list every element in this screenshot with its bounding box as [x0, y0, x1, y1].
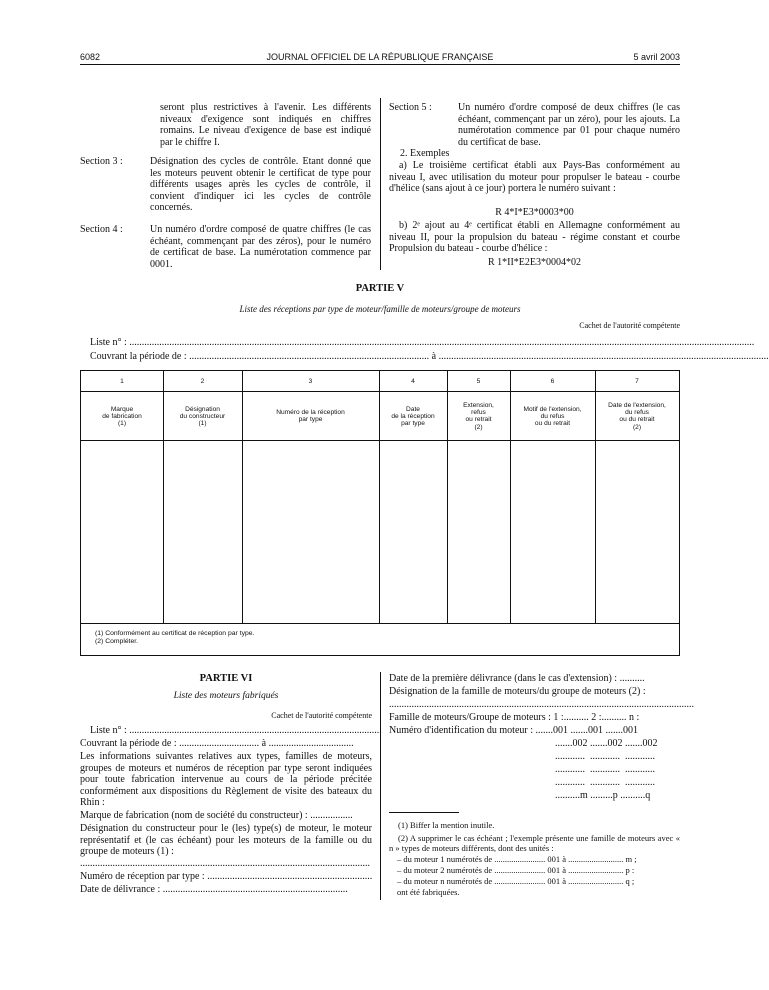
famille-col-n: n : [628, 712, 640, 723]
famille-groupe-label: Famille de moteurs/Groupe de moteurs : [389, 712, 551, 723]
col-number-1: 1 [120, 378, 124, 385]
ident-dots-5: ............ ............ ............ [555, 777, 655, 788]
partie6-title: PARTIE VI [199, 673, 253, 684]
col-number-2: 2 [200, 378, 205, 385]
ident-1-002: 002 [572, 738, 588, 749]
partie6-reception-line: Numéro de réception par type : .................................................................. [80, 871, 373, 882]
example-b-text: b) 2ᵉ ajout au 4ᵉ certificat établi en Allemagne conformément au niveau II, pour la propulsion du bateau - régime constant et courbe Propulsion du bateau - courbe d'hélice : [389, 220, 680, 255]
footnote-2-item-n: – du moteur n numérotés de ........................ 001 à .......................... q ; [397, 876, 635, 886]
ident-dots-4: ............ ............ ............ [555, 764, 655, 775]
footnote-1: (1) Biffer la mention inutile. [398, 820, 495, 830]
partie5-periode-line: Couvrant la période de : ................................................................................................ à .................................................................................................................................... [90, 351, 769, 362]
col-header-date: Date de la réception par type [391, 406, 435, 428]
col-header-designation: Désignation du constructeur (1) [179, 406, 226, 428]
fn2-itemn-mid: 001 à [547, 876, 567, 886]
ident-n-001: 001 [623, 725, 638, 736]
partie6-marque-label: Marque de fabrication (nom de société du constructeur) : [80, 810, 308, 821]
journal-title: JOURNAL OFFICIEL DE LA RÉPUBLIQUE FRANÇAISE [266, 52, 494, 62]
col-header-marque: Marque de fabrication (1) [102, 406, 142, 428]
col-header-extension: Extension, refus ou retrait (2) [463, 402, 494, 431]
partie6-info-text: Les informations suivantes relatives aux types, familles de moteurs, groupes de moteurs et numéros de réception par type seront indiquées pour toute fabrication intervenue au cours de la période précitée conformément aux dispositions du Règlement de visite des bateaux du Rhin : [80, 751, 372, 809]
footnote-2-item-2: – du moteur 2 numérotés de ........................ 001 à .......................... p : [397, 865, 635, 875]
partie6-designation-text: Désignation du constructeur pour le (les) type(s) de moteur, le moteur représentatif et (le cas échéant) pour les moteurs de la famille ou du groupe de moteurs (1) : [80, 823, 372, 858]
ident-dots-3: ............ ............ ............ [555, 751, 655, 762]
partie6-periode-label: Couvrant la période de : [80, 738, 177, 749]
ident-2-002: 002 [607, 738, 623, 749]
designation-dots-line: .......................................................................................................................... [389, 699, 694, 710]
famille-groupe-line: Famille de moteurs/Groupe de moteurs : 1 :.......... 2 :.......... n : [389, 712, 640, 723]
designation-famille-line [389, 686, 680, 698]
header-rule [80, 64, 680, 65]
partie6-reception-label: Numéro de réception par type : [80, 871, 205, 882]
fn2-item1-mid: 001 à [547, 854, 567, 864]
partie5-periode-label: Couvrant la période de : [90, 351, 187, 362]
ident-2-001: 001 [588, 725, 603, 736]
column-divider-top [380, 98, 381, 270]
column-divider-bottom [380, 672, 381, 900]
col-header-date-extension: Date de l'extension, du refus ou du retrait (2) [608, 402, 666, 431]
fn2-item2-label: – du moteur 2 numérotés de [397, 865, 493, 875]
footnote-2-end: ont été fabriquées. [397, 887, 460, 897]
fn2-item2-end: p : [625, 865, 635, 875]
partie5-subtitle: Liste des réceptions par type de moteur/famille de moteurs/groupe de moteurs [239, 304, 521, 314]
ident-1-001: 001 [553, 725, 568, 736]
premiere-delivrance-line: Date de la première délivrance (dans le cas d'extension) : .......... [389, 673, 645, 684]
example-b-code: R 1*II*E2E3*0004*02 [487, 257, 582, 268]
ident-1-last: m [580, 790, 588, 801]
example-a-text: a) Le troisième certificat établi aux Pays-Bas conformément au niveau I, avec utilisation du moteur pour propulser le bateau - courbe d'hélice (sans ajout à ce jour) portera le numéro suivant : [389, 160, 680, 195]
partie6-delivrance-label: Date de délivrance : [80, 884, 161, 895]
examples-heading: 2. Exemples [400, 148, 450, 159]
fn2-item1-end: m ; [625, 854, 637, 864]
section3-text: Désignation des cycles de contrôle. Etant donné que les moteurs peuvent obtenir le certificat de type pour différents usages après les cycles de contrôle, il convient d'indiquer ici les cycles de contrôle concernés. [150, 156, 371, 214]
section5-label: Section 5 : [389, 102, 432, 113]
ident-line-1: Numéro d'identification du moteur : .......001 .......001 .......001 [389, 725, 638, 736]
partie6-liste-line: Liste n° : ..................................................................................................... [90, 725, 382, 736]
partie6-subtitle: Liste des moteurs fabriqués [173, 691, 279, 701]
partie6-marque-line: Marque de fabrication (nom de société du constructeur) : ................. [80, 810, 353, 821]
header-date: 5 avril 2003 [633, 52, 680, 62]
col-header-numero: Numéro de la réception par type [276, 409, 345, 424]
partie5-periode-a: à [431, 351, 437, 362]
footnote-2-item-1: – du moteur 1 numérotés de ........................ 001 à .......................... m ; [397, 854, 637, 864]
partie6-delivrance-line: Date de délivrance : .......................................................................... [80, 884, 348, 895]
fn2-item1-label: – du moteur 1 numérotés de [397, 854, 493, 864]
example-a-code: R 4*I*E3*0003*00 [495, 207, 574, 218]
partie6-periode-line: Couvrant la période de : ................................ à .................................. [80, 738, 354, 749]
ident-line-2: .......002 .......002 .......002 [555, 738, 658, 749]
premiere-delivrance-label: Date de la première délivrance (dans le cas d'extension) : [389, 673, 618, 684]
partie6-dots-line: .................................................................................................................... [80, 858, 370, 869]
famille-col-1: 1 : [553, 712, 564, 723]
footnote-2-text: (2) A supprimer le cas échéant ; l'exemple présente une famille de moteurs avec « n » types de moteurs différents, dont des unités : [389, 833, 680, 853]
col-number-4: 4 [411, 378, 415, 385]
partie5-stamp: Cachet de l'autorité compétente [579, 321, 680, 330]
designation-famille-label: Désignation de la famille de moteurs/du groupe de moteurs (2) : [389, 686, 646, 697]
fn2-itemn-label: – du moteur n numérotés de [397, 876, 493, 886]
ident-label: Numéro d'identification du moteur : [389, 725, 533, 736]
partie6-stamp: Cachet de l'autorité compétente [271, 711, 372, 720]
partie5-title: PARTIE V [355, 283, 405, 294]
col-header-motif: Motif de l'extension, du refus ou du retrait [523, 406, 582, 428]
ident-line-last: ..........m .........p ..........q [555, 790, 651, 801]
section4-text: Un numéro d'ordre composé de quatre chiffres (le cas échéant, commençant par des zéros), pour le numéro de certificat de base. La numérotation commence par 0001. [150, 224, 371, 270]
col-number-6: 6 [550, 378, 555, 385]
intro-paragraph: seront plus restrictives à l'avenir. Les différents niveaux d'exigence sont indiqués en chiffres romains. Le niveau d'exigence de base est indiqué par le chiffre I. [160, 102, 371, 148]
page-number: 6082 [80, 52, 101, 62]
col-number-5: 5 [476, 378, 481, 385]
table-footnote-1: (1) Conformément au certificat de réception par type. [95, 630, 255, 637]
section3-label: Section 3 : [80, 156, 123, 167]
table-footnote-2: (2) Compléter. [95, 638, 139, 645]
col-number-3: 3 [308, 378, 313, 385]
fn2-item2-mid: 001 à [547, 865, 567, 875]
famille-col-2: 2 : [591, 712, 602, 723]
fn2-itemn-end: q ; [625, 876, 635, 886]
section5-text: Un numéro d'ordre composé de deux chiffres (le cas échéant, commençant par un zéro), pour les ajouts. La numérotation commence par 01 pour chaque numéro du certificat de base. [458, 102, 680, 148]
partie6-liste-label: Liste n° : [90, 725, 127, 736]
partie6-periode-a: à [261, 738, 267, 749]
footnote-rule [389, 812, 459, 813]
ident-2-last: p [612, 790, 618, 801]
receptions-table [80, 370, 680, 656]
col-number-7: 7 [635, 378, 639, 385]
partie5-liste-label: Liste n° : [90, 337, 127, 348]
ident-n-last: q [645, 790, 651, 801]
section4-label: Section 4 : [80, 224, 123, 235]
ident-n-002: 002 [642, 738, 658, 749]
partie5-liste-line: Liste n° : .......................................................................................................................................................................................................................................................... [90, 337, 755, 348]
